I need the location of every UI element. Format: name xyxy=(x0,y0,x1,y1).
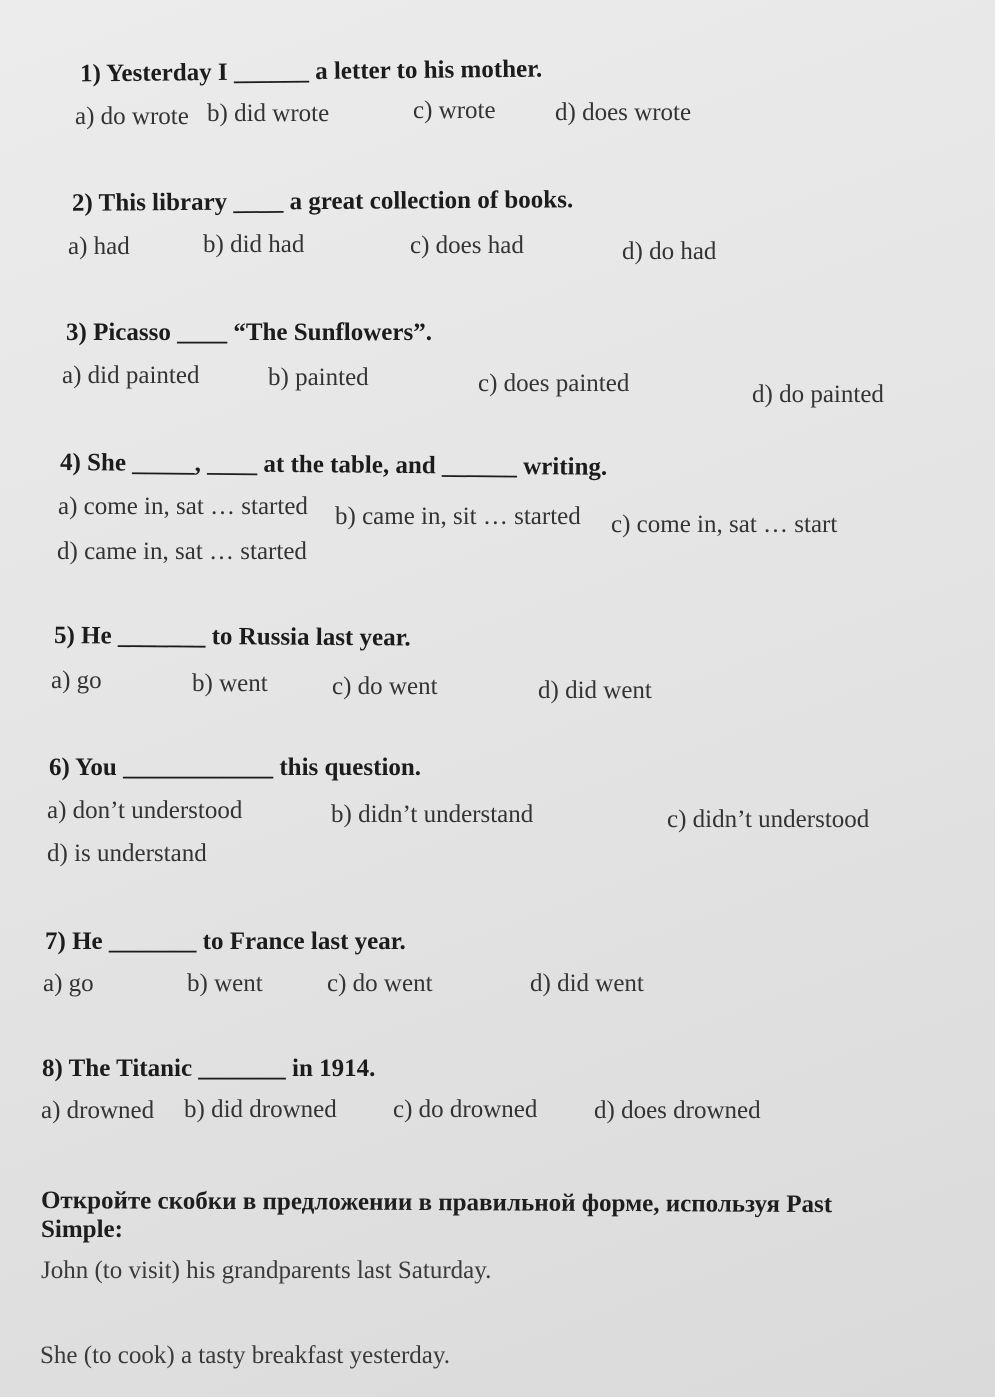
question-8-prompt: 8) The Titanic _______ in 1914. xyxy=(42,1055,376,1082)
question-3-option-d: d) do painted xyxy=(752,381,884,408)
question-6-option-a: a) don’t understood xyxy=(47,797,243,824)
question-4-option-c: c) come in, sat … start xyxy=(611,511,838,538)
task-instruction-line-2: Simple: xyxy=(41,1216,123,1243)
question-8-option-d: d) does drowned xyxy=(594,1097,761,1124)
question-2-prompt: 2) This library ____ a great collection of books. xyxy=(71,186,574,217)
question-2-option-d: d) do had xyxy=(622,238,717,265)
question-1-option-a: a) do wrote xyxy=(75,103,189,130)
sentence-1: John (to visit) his grandparents last Saturday. xyxy=(41,1257,492,1284)
question-4-option-b: b) came in, sit … started xyxy=(335,503,581,530)
question-5-prompt: 5) He _______ to Russia last year. xyxy=(53,622,411,652)
question-5-option-d: d) did went xyxy=(538,677,652,704)
question-6-option-d: d) is understand xyxy=(47,840,207,867)
question-8-option-b: b) did drowned xyxy=(184,1096,337,1123)
question-1-prompt: 1) Yesterday I ______ a letter to his mother. xyxy=(79,55,543,88)
question-7-option-c: c) do went xyxy=(327,970,433,997)
question-1-option-d: d) does wrote xyxy=(555,99,692,126)
question-6-option-b: b) didn’t understand xyxy=(331,801,534,828)
question-6-option-c: c) didn’t understood xyxy=(667,806,870,833)
question-3-option-b: b) painted xyxy=(268,364,369,391)
question-2-option-a: a) had xyxy=(68,233,130,260)
question-5-option-b: b) went xyxy=(192,670,268,697)
question-5-option-c: c) do went xyxy=(332,673,438,700)
question-4-prompt: 4) She _____, ____ at the table, and ______ writing. xyxy=(59,449,608,481)
question-6-prompt: 6) You ____________ this question. xyxy=(49,754,422,781)
question-7-option-b: b) went xyxy=(187,970,263,997)
question-3-option-c: c) does painted xyxy=(478,370,630,397)
question-3-prompt: 3) Picasso ____ “The Sunflowers”. xyxy=(66,319,432,346)
question-4-option-a: a) come in, sat … started xyxy=(58,493,308,520)
question-2-option-c: c) does had xyxy=(410,232,524,259)
question-4-option-d: d) came in, sat … started xyxy=(57,538,307,565)
question-2-option-b: b) did had xyxy=(203,231,305,258)
question-8-option-a: a) drowned xyxy=(41,1097,155,1124)
question-1-option-b: b) did wrote xyxy=(207,100,330,127)
question-7-option-a: a) go xyxy=(43,970,94,997)
question-7-option-d: d) did went xyxy=(530,970,644,997)
question-5-option-a: a) go xyxy=(51,667,102,694)
task-instruction-line-1: Откройте скобки в предложении в правильной форме, используя Past xyxy=(40,1187,833,1219)
question-8-option-c: c) do drowned xyxy=(393,1096,538,1123)
question-3-option-a: a) did painted xyxy=(62,362,200,389)
question-1-option-c: c) wrote xyxy=(413,97,496,124)
question-7-prompt: 7) He _______ to France last year. xyxy=(45,928,406,955)
sentence-2: She (to cook) a tasty breakfast yesterday. xyxy=(40,1342,451,1369)
